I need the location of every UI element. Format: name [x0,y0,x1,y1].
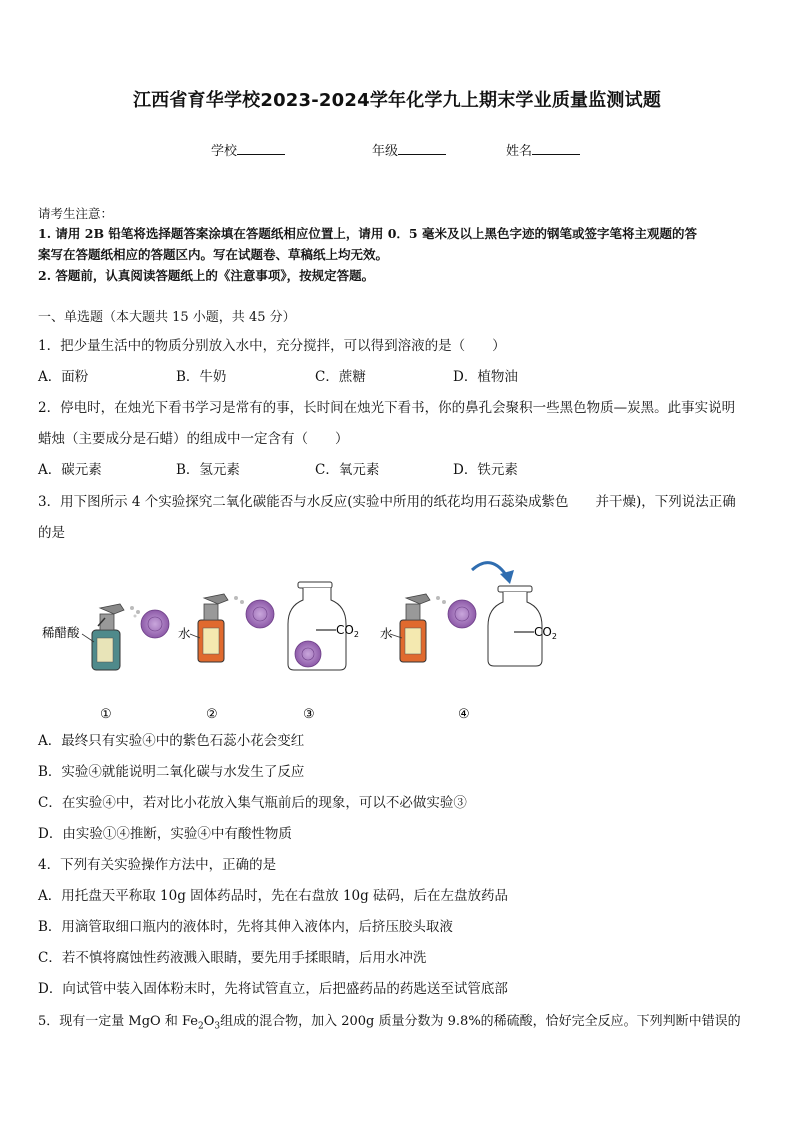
label-exp-2: ② [206,707,218,722]
q3-option-c: C．在实验④中，若对比小花放入集气瓶前后的现象，可以不必做实验③ [38,795,467,811]
page-title: 江西省育华学校2023-2024学年化学九上期末学业质量监测试题 [132,90,662,111]
name-field [506,140,580,159]
q5-stem: 5．现有一定量 MgO 和 $Fe_2O_3$组成的混合物，加入 200g 质量分数为 9.8%的稀硫酸，恰好完全反应。下列判断中错误的 [38,1014,741,1032]
q4-stem: 4．下列有关实验操作方法中，正确的是 [38,857,277,873]
spray-mist-4 [436,596,446,604]
label-exp-1: ① [100,707,112,722]
school-field [211,140,285,159]
label-exp-3: ③ [303,707,315,722]
purple-flower-1 [141,610,169,638]
q1-option-a: A．面粉 [38,369,89,385]
label-co2-jar-3: $CO_2$ [336,623,359,639]
label-exp-4: ④ [458,707,470,722]
spray-bottle-1 [92,604,124,670]
spray-mist-2 [234,596,244,604]
q2-option-d: D．铁元素 [453,462,518,478]
q1-stem: 1．把少量生活中的物质分别放入水中，充分搅拌，可以得到溶液的是（ ） [38,338,506,354]
school-blank [237,142,285,155]
label-water-2: 水 [380,626,393,641]
notice-line-2: 案写在答题纸相应的答题区内。写在试题卷、草稿纸上均无效。 [38,247,389,262]
grade-field [372,140,446,159]
q4-option-c: C．若不慎将腐蚀性药液溅入眼睛，要先用手揉眼睛，后用水冲洗 [38,950,427,966]
q3-line-2: 的是 [38,525,65,541]
q1-option-c: C．蔗糖 [315,369,366,385]
label-co2-jar-4: $CO_2$ [534,625,557,641]
purple-flower-2 [246,600,274,628]
purple-flower-4 [448,600,476,628]
label-water-1: 水 [178,626,191,641]
notice-heading: 请考生注意： [38,206,114,221]
spray-bottle-4 [400,594,430,662]
q2-line-2: 蜡烛（主要成分是石蜡）的组成中一定含有（ ） [38,431,349,447]
q3-option-b: B．实验④就能说明二氧化碳与水发生了反应 [38,764,305,780]
q1-option-b: B．牛奶 [176,369,227,385]
spray-mist-1 [130,606,140,618]
q1-option-d: D．植物油 [453,369,518,385]
purple-flower-3 [295,641,321,667]
school-label: 学校 [211,144,238,159]
section-heading: 一、单选题（本大题共 15 小题，共 45 分） [38,310,296,325]
q4-option-b: B．用滴管取细口瓶内的液体时，先将其伸入液体内，后挤压胶头取液 [38,919,453,935]
name-label: 姓名 [506,144,533,159]
spray-bottle-2 [198,594,228,662]
q2-option-b: B．氢元素 [176,462,240,478]
label-acetic-acid: 稀醋酸 [42,625,80,640]
name-blank [532,142,580,155]
q3-option-d: D．由实验①④推断，实验④中有酸性物质 [38,826,292,842]
q3-option-a: A．最终只有实验④中的紫色石蕊小花会变红 [38,733,305,749]
notice-line-3: 2. 答题前，认真阅读答题纸上的《注意事项》，按规定答题。 [38,268,375,283]
grade-blank [398,142,446,155]
q3-experiment-figure [30,552,590,724]
q2-line-1: 2．停电时，在烛光下看书学习是常有的事，长时间在烛光下看书，你的鼻孔会聚积一些黑色物质—炭黑。此事实说明 [38,400,736,416]
notice-line-1: 1. 请用 2B 铅笔将选择题答案涂填在答题纸相应位置上，请用 0．5 毫米及以上黑色字迹的钢笔或签字笔将主观题的答 [38,226,697,241]
q2-option-a: A．碳元素 [38,462,102,478]
q4-option-a: A．用托盘天平称取 10g 固体药品时，先在右盘放 10g 砝码，后在左盘放药品 [38,888,509,904]
q4-option-d: D．向试管中装入固体粉末时，先将试管直立，后把盛药品的药匙送至试管底部 [38,981,508,997]
q3-line-1: 3．用下图所示 4 个实验探究二氧化碳能否与水反应(实验中所用的纸花均用石蕊染成紫色 并干燥)，下列说法正确 [38,494,736,510]
grade-label: 年级 [372,144,399,159]
q2-option-c: C．氧元素 [315,462,380,478]
